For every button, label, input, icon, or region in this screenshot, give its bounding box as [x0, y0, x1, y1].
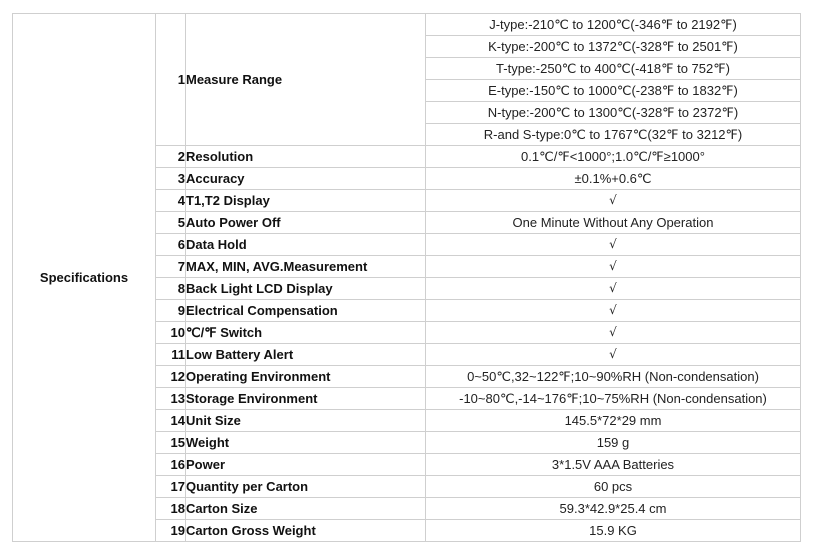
row-number: 12 — [156, 366, 186, 388]
row-number: 13 — [156, 388, 186, 410]
row-number: 2 — [156, 146, 186, 168]
spec-name: Quantity per Carton — [186, 476, 426, 498]
spec-value: 60 pcs — [426, 476, 801, 498]
check-mark: √ — [426, 190, 801, 212]
row-number: 11 — [156, 344, 186, 366]
spec-value: 145.5*72*29 mm — [426, 410, 801, 432]
spec-name: Measure Range — [186, 14, 426, 146]
row-number: 5 — [156, 212, 186, 234]
row-number: 18 — [156, 498, 186, 520]
measure-range-value: J-type:-210℃ to 1200℃(-346℉ to 2192℉) — [426, 14, 801, 36]
section-label: Specifications — [13, 14, 156, 542]
specifications-table — [12, 13, 801, 542]
measure-range-value: R-and S-type:0℃ to 1767℃(32℉ to 3212℉) — [426, 124, 801, 146]
spec-name: Auto Power Off — [186, 212, 426, 234]
row-number: 14 — [156, 410, 186, 432]
spec-value: 59.3*42.9*25.4 cm — [426, 498, 801, 520]
spec-value: 0~50℃,32~122℉;10~90%RH (Non-condensation) — [426, 366, 801, 388]
spec-name: Electrical Compensation — [186, 300, 426, 322]
spec-name: Weight — [186, 432, 426, 454]
measure-range-value: T-type:-250℃ to 400℃(-418℉ to 752℉) — [426, 58, 801, 80]
row-number: 6 — [156, 234, 186, 256]
spec-value: 159 g — [426, 432, 801, 454]
spec-name: Carton Size — [186, 498, 426, 520]
check-mark: √ — [426, 234, 801, 256]
measure-range-value: N-type:-200℃ to 1300℃(-328℉ to 2372℉) — [426, 102, 801, 124]
check-mark: √ — [426, 344, 801, 366]
spec-name: ℃/℉ Switch — [186, 322, 426, 344]
spec-name: Back Light LCD Display — [186, 278, 426, 300]
spec-name: Operating Environment — [186, 366, 426, 388]
row-number: 7 — [156, 256, 186, 278]
row-number: 4 — [156, 190, 186, 212]
check-mark: √ — [426, 278, 801, 300]
spec-name: Data Hold — [186, 234, 426, 256]
row-number: 8 — [156, 278, 186, 300]
spec-name: Accuracy — [186, 168, 426, 190]
measure-range-value: K-type:-200℃ to 1372℃(-328℉ to 2501℉) — [426, 36, 801, 58]
spec-value: One Minute Without Any Operation — [426, 212, 801, 234]
check-mark: √ — [426, 300, 801, 322]
spec-value: 0.1℃/℉<1000°;1.0℃/℉≥1000° — [426, 146, 801, 168]
measure-range-value: E-type:-150℃ to 1000℃(-238℉ to 1832℉) — [426, 80, 801, 102]
spec-name: Low Battery Alert — [186, 344, 426, 366]
spec-name: MAX, MIN, AVG.Measurement — [186, 256, 426, 278]
specifications-table-wrapper — [12, 13, 801, 542]
spec-name: Power — [186, 454, 426, 476]
row-number: 10 — [156, 322, 186, 344]
spec-name: Carton Gross Weight — [186, 520, 426, 542]
spec-value: ±0.1%+0.6℃ — [426, 168, 801, 190]
spec-name: Resolution — [186, 146, 426, 168]
spec-value: 3*1.5V AAA Batteries — [426, 454, 801, 476]
check-mark: √ — [426, 322, 801, 344]
spec-value: -10~80℃,-14~176℉;10~75%RH (Non-condensation) — [426, 388, 801, 410]
row-number: 9 — [156, 300, 186, 322]
table-row — [13, 14, 801, 36]
spec-name: Unit Size — [186, 410, 426, 432]
row-number: 16 — [156, 454, 186, 476]
row-number: 15 — [156, 432, 186, 454]
row-number: 19 — [156, 520, 186, 542]
spec-name: Storage Environment — [186, 388, 426, 410]
specifications-table-body — [13, 14, 801, 542]
row-number: 17 — [156, 476, 186, 498]
row-number: 1 — [156, 14, 186, 146]
spec-name: T1,T2 Display — [186, 190, 426, 212]
row-number: 3 — [156, 168, 186, 190]
spec-value: 15.9 KG — [426, 520, 801, 542]
check-mark: √ — [426, 256, 801, 278]
